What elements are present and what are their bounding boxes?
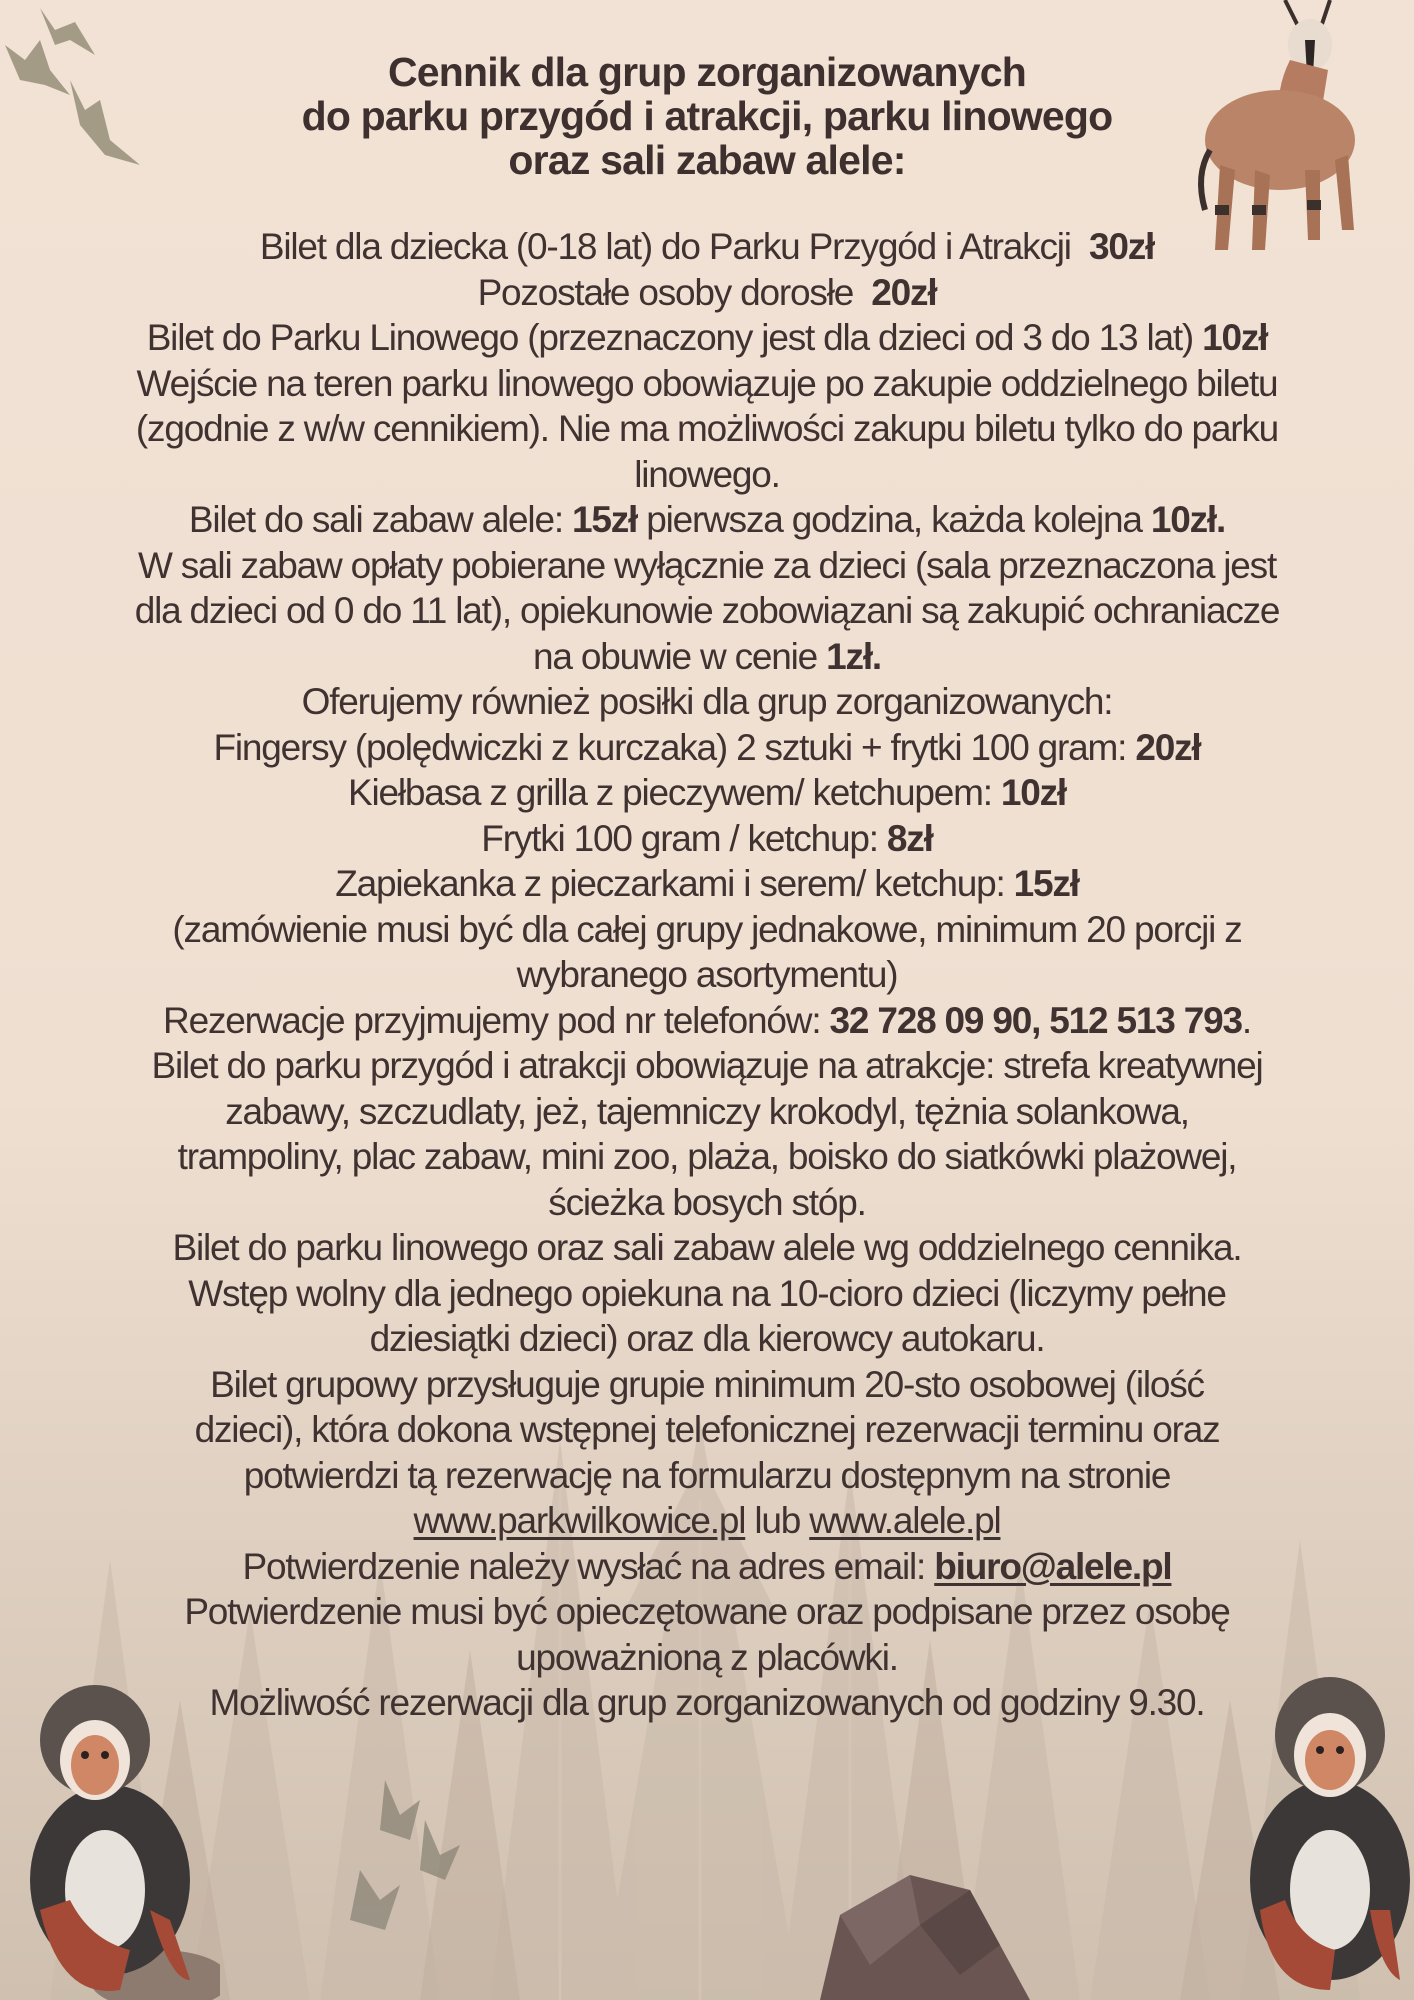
rope-park-note: (zgodnie z w/w cennikiem). Nie ma możliwości zakupu biletu tylko do parku: [135, 408, 1279, 449]
info-line: trampoliny, plac zabaw, mini zoo, plaża, boisko do siatkówki plażowej,: [177, 1136, 1237, 1177]
price-value: 8zł: [886, 817, 933, 859]
meal-item: Fingersy (polędwiczki z kurczaka) 2 sztuki + frytki 100 gram: 20zł: [213, 726, 1201, 768]
price-value: 15zł: [1013, 863, 1079, 904]
meal-item: Kiełbasa z grilla z pieczywem/ ketchupem: 10zł: [347, 772, 1067, 813]
price-value: 1zł.: [826, 635, 881, 677]
info-line: ścieżka bosych stóp.: [548, 1181, 866, 1223]
rope-park-note: Wejście na teren parku linowego obowiązuje po zakupie oddzielnego biletu: [136, 362, 1278, 404]
rocks-icon: [800, 1855, 1040, 2000]
website-links: www.parkwilkowice.pl lub www.alele.pl: [413, 1500, 1001, 1541]
info-line: dzieci), która dokona wstępnej telefonicznej rezerwacji terminu oraz: [194, 1409, 1220, 1450]
title-line: do parku przygód i atrakcji, parku linowego: [301, 93, 1113, 139]
info-line: potwierdzi tą rezerwację na formularzu dostępnym na stronie: [243, 1454, 1171, 1496]
reservation-phones: Rezerwacje przyjmujemy pod nr telefonów: 32 728 09 90, 512 513 793.: [163, 999, 1251, 1041]
adult-ticket-price: Pozostałe osoby dorosłe 20zł: [477, 271, 937, 313]
birds-icon: [340, 1770, 480, 1940]
playroom-note: W sali zabaw opłaty pobierane wyłącznie za dzieci (sala przeznaczona jest: [137, 544, 1277, 586]
info-line: Bilet grupowy przysługuje grupie minimum 20-sto osobowej (ilość: [210, 1363, 1204, 1405]
info-line: Bilet do parku linowego oraz sali zabaw alele wg oddzielnego cennika.: [172, 1227, 1242, 1268]
link-alele[interactable]: www.alele.pl: [809, 1500, 1001, 1541]
rope-park-note: linowego.: [634, 453, 780, 495]
price-value: 20zł: [1135, 726, 1201, 768]
price-value: 30zł: [1088, 226, 1155, 267]
info-line: dziesiątki dzieci) oraz dla kierowcy autokaru.: [369, 1318, 1045, 1359]
playroom-note: dla dzieci od 0 do 11 lat), opiekunowie zobowiązani są zakupić ochraniacze: [134, 590, 1280, 631]
info-line: Wstęp wolny dla jednego opiekuna na 10-cioro dzieci (liczymy pełne: [188, 1272, 1226, 1314]
meals-note: (zamówienie musi być dla całej grupy jednakowe, minimum 20 porcji z: [172, 908, 1242, 950]
email-link[interactable]: biuro@alele.pl: [934, 1545, 1172, 1587]
shoe-covers-price: na obuwie w cenie 1zł.: [533, 635, 881, 677]
link-parkwilkowice[interactable]: www.parkwilkowice.pl: [413, 1500, 746, 1541]
closing-line: upoważnioną z placówki.: [516, 1636, 898, 1678]
meal-item: Frytki 100 gram / ketchup: 8zł: [481, 817, 933, 859]
price-value: 10zł.: [1150, 499, 1226, 540]
price-list: [58, 50, 1356, 1726]
closing-line: Potwierdzenie musi być opieczętowane oraz podpisane przez osobę: [184, 1591, 1230, 1632]
price-value: 20zł: [871, 271, 937, 313]
playroom-price: Bilet do sali zabaw alele: 15zł pierwsza godzina, każda kolejna 10zł.: [188, 499, 1226, 540]
price-value: 10zł: [1000, 772, 1067, 813]
meal-item: Zapiekanka z pieczarkami i serem/ ketchup: 15zł: [335, 863, 1079, 904]
closing-line: Możliwość rezerwacji dla grup zorganizowanych od godziny 9.30.: [209, 1682, 1205, 1723]
phone-numbers: 32 728 09 90, 512 513 793: [829, 999, 1242, 1041]
title-line: Cennik dla grup zorganizowanych: [387, 49, 1027, 95]
meals-heading: Oferujemy również posiłki dla grup zorganizowanych:: [301, 681, 1113, 722]
monkey-left-icon: [0, 1680, 220, 2000]
info-line: Bilet do parku przygód i atrakcji obowiązuje na atrakcje: strefa kreatywnej: [151, 1045, 1263, 1086]
page-title: [58, 50, 1356, 182]
email-line: Potwierdzenie należy wysłać na adres email: biuro@alele.pl: [242, 1545, 1172, 1587]
info-line: zabawy, szczudlaty, jeż, tajemniczy krokodyl, tężnia solankowa,: [225, 1090, 1189, 1132]
title-line: oraz sali zabaw alele:: [508, 137, 906, 183]
meals-note: wybranego asortymentu): [516, 954, 898, 995]
price-value: 15zł: [572, 499, 638, 540]
child-ticket-price: Bilet dla dziecka (0-18 lat) do Parku Przygód i Atrakcji 30zł: [259, 226, 1155, 267]
price-value: 10zł: [1202, 317, 1268, 358]
rope-park-price: Bilet do Parku Linowego (przeznaczony jest dla dzieci od 3 do 13 lat) 10zł: [146, 317, 1268, 358]
